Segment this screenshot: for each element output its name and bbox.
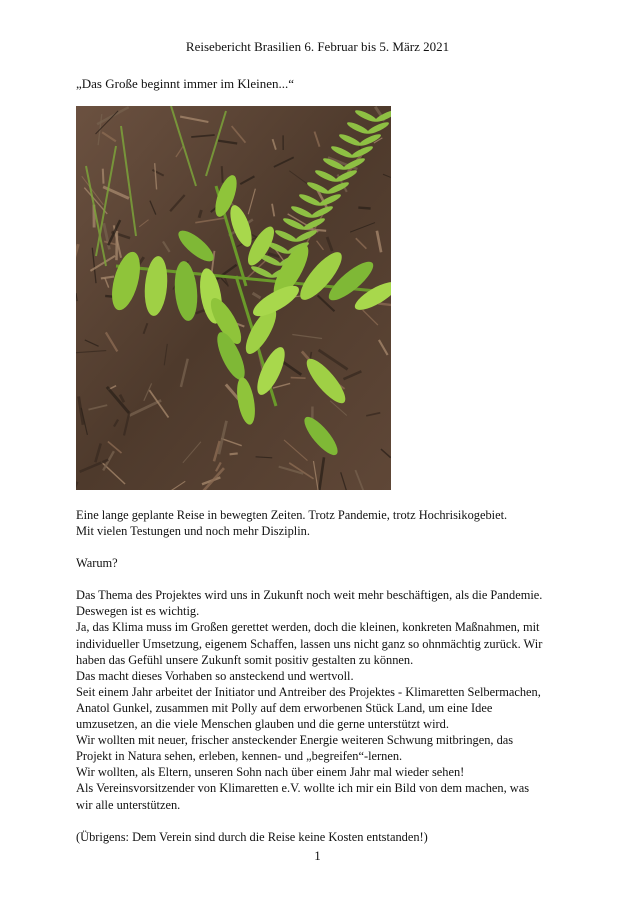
text-line: Das macht dieses Vorhaben so ansteckend und wertvoll. xyxy=(76,668,354,683)
page-number: 1 xyxy=(314,848,321,863)
body-text xyxy=(76,507,566,845)
text-line: wir alle unterstützen. xyxy=(76,797,181,812)
text-line: Seit einem Jahr arbeitet der Initiator und Antreiber des Projektes - Klimaretten Selbermachen, xyxy=(76,684,541,699)
plant-photo-icon xyxy=(76,106,391,490)
text-line: (Übrigens: Dem Verein sind durch die Reise keine Kosten entstanden!) xyxy=(76,829,428,844)
paragraph-gap xyxy=(76,539,566,555)
text-line: Anatol Gunkel, zusammen mit Polly auf dem erworbenen Stück Land, um eine Idee xyxy=(76,700,493,715)
text-line: haben das Gefühl unsere Zukunft somit positiv gestalten zu können. xyxy=(76,652,414,667)
plant-photo xyxy=(76,106,391,490)
text-line: Das Thema des Projektes wird uns in Zukunft noch weit mehr beschäftigen, als die Pandemie. xyxy=(76,588,543,603)
paragraph-gap xyxy=(76,571,566,587)
text-line: Ja, das Klima muss im Großen gerettet werden, doch die kleinen, konkreten Maßnahmen, mit xyxy=(76,620,540,635)
text-line: Als Vereinsvorsitzender von Klimaretten e.V. wollte ich mir ein Bild von dem machen, was xyxy=(76,781,530,796)
text-line: Mit vielen Testungen und noch mehr Disziplin. xyxy=(76,524,310,539)
text-line: Warum? xyxy=(76,556,118,571)
opening-quote: „Das Große beginnt immer im Kleinen...“ xyxy=(76,76,295,91)
text-line: umzusetzen, an die viele Menschen glauben und die gerne unterstützt wird. xyxy=(76,717,449,732)
text-line: Projekt in Natura sehen, erleben, kennen- und „begreifen“-lernen. xyxy=(76,749,403,764)
paragraph-gap xyxy=(76,813,566,829)
text-line: Eine lange geplante Reise in bewegten Zeiten. Trotz Pandemie, trotz Hochrisikogebiet. xyxy=(76,508,508,522)
text-line: Wir wollten, als Eltern, unseren Sohn nach über einem Jahr mal wieder sehen! xyxy=(76,765,465,780)
text-line: individueller Umsetzung, eigenem Schaffen, lassen uns nicht ganz so ohnmächtig zurück. Wir xyxy=(76,636,543,651)
page-header: Reisebericht Brasilien 6. Februar bis 5. März 2021 xyxy=(185,39,450,54)
text-line: Deswegen ist es wichtig. xyxy=(76,604,200,619)
text-line: Wir wollten mit neuer, frischer ansteckender Energie weiteren Schwung mitbringen, das xyxy=(76,733,514,748)
